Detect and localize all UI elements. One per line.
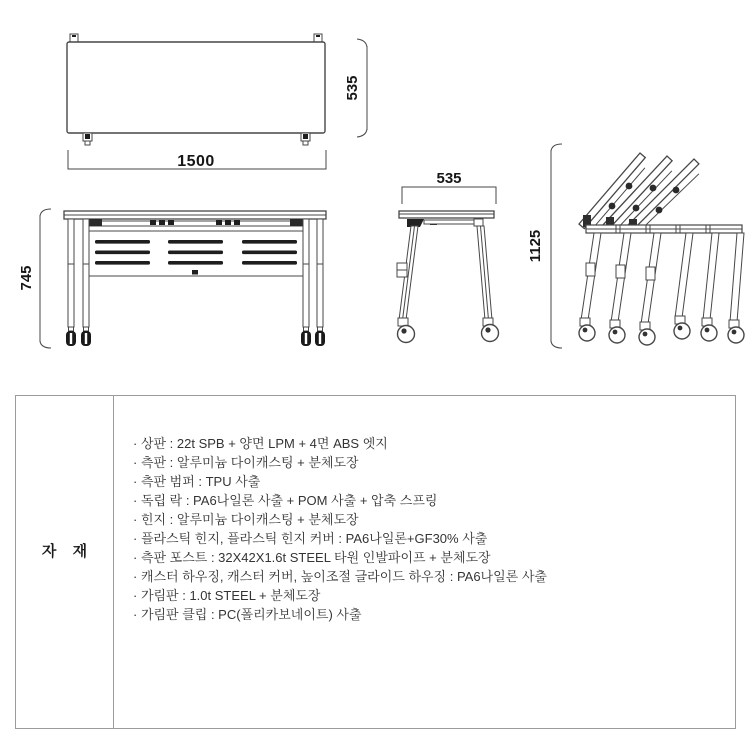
spec-line: · 측판 포스트 : 32X42X1.6t STEEL 타원 인발파이프 + 분체도장 [133, 550, 491, 565]
stacked-casters [579, 316, 744, 345]
front-view-drawing [18, 209, 326, 348]
dimension-front-height [18, 209, 51, 348]
dimension-label-535-top: 535 [344, 75, 361, 101]
dimension-top-depth [344, 39, 367, 137]
spec-line: · 가림판 클립 : PC(폴리카보네이트) 사출 [133, 607, 362, 622]
dimension-label-535-side: 535 [436, 170, 462, 187]
spec-line: · 캐스터 하우징, 캐스터 커버, 높이조절 글라이드 하우징 : PA6나일론 사출 [133, 569, 547, 584]
spec-line: · 힌지 : 알루미늄 다이캐스팅 + 분체도장 [133, 512, 359, 527]
spec-line: · 독립 락 : PA6나일론 사출 + POM 사출 + 압축 스프링 [133, 493, 438, 508]
spec-line: · 측판 범퍼 : TPU 사출 [133, 474, 261, 489]
folded-tops [579, 153, 699, 233]
top-view-drawing [67, 34, 367, 170]
dimension-label-745: 745 [18, 265, 35, 291]
materials-list [114, 396, 735, 728]
side-casters [398, 318, 499, 343]
dimension-label-1500: 1500 [177, 153, 215, 170]
stacked-rear-legs [675, 233, 744, 322]
spec-line: · 측판 : 알루미늄 다이캐스팅 + 분체도장 [133, 455, 359, 470]
materials-row-header-label: 자 재 [41, 542, 94, 560]
stacked-view-drawing [527, 144, 744, 348]
dimension-stacked-height [527, 144, 562, 348]
stacked-front-legs [581, 233, 661, 324]
spec-line: · 상판 : 22t SPB + 양면 LPM + 4면 ABS 엣지 [133, 436, 388, 451]
side-view-drawing [397, 170, 499, 343]
dimension-side-depth [402, 170, 496, 204]
materials-row-header [16, 396, 114, 728]
materials-table [15, 395, 736, 729]
dimension-top-width [68, 150, 326, 170]
dimension-label-1125: 1125 [527, 229, 544, 263]
spec-line: · 플라스틱 힌지, 플라스틱 힌지 커버 : PA6나일론+GF30% 사출 [133, 531, 488, 546]
front-casters [66, 327, 325, 346]
spec-line: · 가림판 : 1.0t STEEL + 분체도장 [133, 588, 321, 603]
